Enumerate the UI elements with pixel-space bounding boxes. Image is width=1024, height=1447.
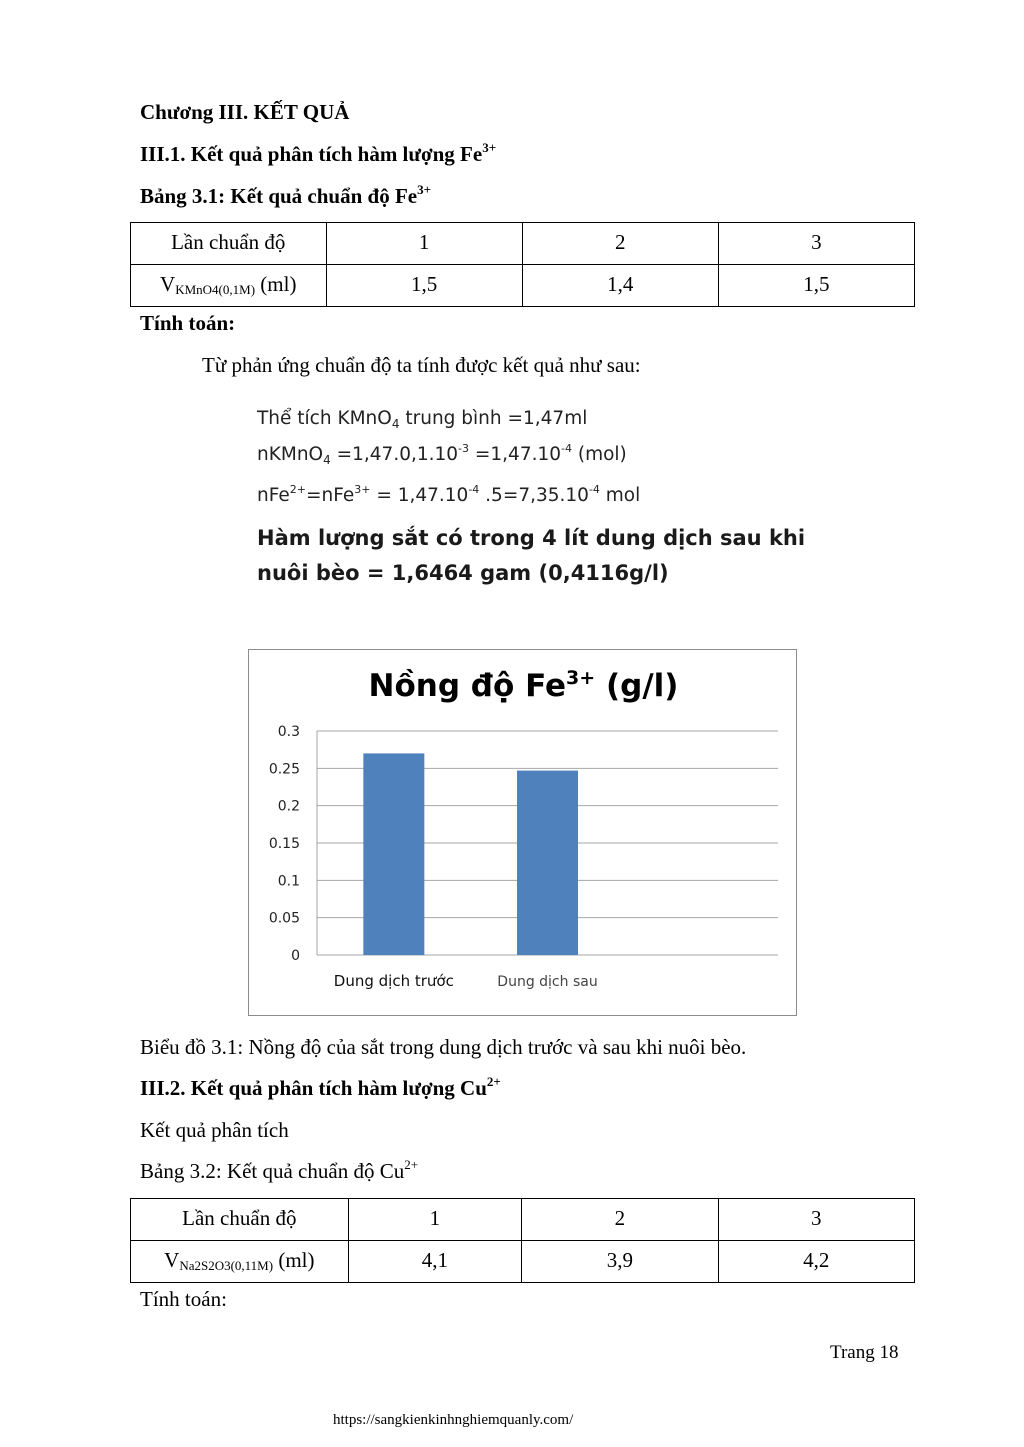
- table-cell: 1,4: [522, 265, 718, 307]
- section-heading-fe: III.1. Kết quả phân tích hàm lượng $Fe^{3+}$: [140, 140, 497, 166]
- table-row: [131, 265, 915, 307]
- y-tick-label: 0.2: [277, 798, 300, 815]
- titration-table-fe: [130, 222, 915, 307]
- calc-line-moles-fe: $nFe^{2+}=nFe^{3+} = 1,47.10^{-4}$ $.5=7,35.10^{-4}$ mol: [257, 483, 641, 506]
- table-cell: $V_{Na2S2O3(0,11M)}$ (ml): [131, 1241, 349, 1283]
- table-cell: Lần chuẩn độ: [131, 223, 327, 265]
- table-cell: 1,5: [718, 265, 914, 307]
- calc-title: Tính toán:: [140, 311, 236, 335]
- table-cell: 3: [718, 1199, 914, 1241]
- table-cell: 2: [522, 223, 718, 265]
- table-cell: 1,5: [326, 265, 522, 307]
- x-category-label: Dung dịch sau: [497, 974, 598, 990]
- table-cell: 4,2: [718, 1241, 914, 1283]
- fe-concentration-chart: [248, 649, 797, 1016]
- page-number: Trang 18: [830, 1342, 899, 1363]
- chart-title: Nồng độ $Fe^{3+}$ (g/l): [368, 667, 679, 704]
- table-cell: 1: [326, 223, 522, 265]
- y-tick-label: 0.3: [277, 724, 300, 740]
- section-heading-cu: III.2. Kết quả phân tích hàm lượng $Cu^{2+}$: [140, 1074, 501, 1100]
- table-cell: 1: [348, 1199, 522, 1241]
- calc-result-line-1: Hàm lượng sắt có trong 4 lít dung dịch sau khi: [257, 526, 806, 550]
- calc-line-moles-kmno4: nKMnO$_4$ $=1,47.0,1.10^{-3} =1,47.10^{-4}$ (mol): [257, 442, 627, 467]
- table2-caption: Bảng 3.2: Kết quả chuẩn độ $Cu^{2+}$: [140, 1157, 419, 1183]
- calc-result-line-2: nuôi bèo = 1,6464 gam (0,4116g/l): [257, 561, 669, 585]
- footer-url[interactable]: https://sangkienkinhnghiemquanly.com/: [333, 1412, 574, 1428]
- x-category-label: Dung dịch trước: [333, 972, 454, 990]
- chart-plot: [249, 650, 796, 1015]
- y-tick-label: 0: [291, 948, 300, 964]
- y-tick-label: 0.15: [268, 836, 300, 852]
- bar: [363, 753, 424, 955]
- table-cell: 3,9: [522, 1241, 718, 1283]
- table-cell: 3: [718, 223, 914, 265]
- table-cell: $V_{KMnO4(0,1M)}$ (ml): [131, 265, 327, 307]
- table-row: [131, 223, 915, 265]
- y-tick-label: 0.05: [268, 910, 300, 927]
- chapter-heading: Chương III. KẾT QUẢ: [140, 100, 350, 124]
- y-tick-label: 0.1: [277, 873, 300, 890]
- table-row: [131, 1199, 915, 1241]
- bar: [517, 771, 578, 955]
- y-tick-label: 0.25: [268, 761, 300, 778]
- calc2-title: Tính toán:: [140, 1287, 227, 1311]
- table1-caption: Bảng 3.1: Kết quả chuẩn độ $Fe^{3+}$: [140, 182, 432, 208]
- calc-intro: Từ phản ứng chuẩn độ ta tính được kết quả như sau:: [202, 353, 641, 377]
- section2-subtitle: Kết quả phân tích: [140, 1118, 289, 1142]
- table-cell: 4,1: [348, 1241, 522, 1283]
- table-cell: 2: [522, 1199, 718, 1241]
- chart-caption: Biểu đồ 3.1: Nồng độ của sắt trong dung dịch trước và sau khi nuôi bèo.: [140, 1035, 747, 1059]
- table-cell: Lần chuẩn độ: [131, 1199, 349, 1241]
- calc-line-volume: Thể tích KMnO$_4$ trung bình =1,47ml: [257, 408, 588, 431]
- table-row: [131, 1241, 915, 1283]
- titration-table-cu: [130, 1198, 915, 1283]
